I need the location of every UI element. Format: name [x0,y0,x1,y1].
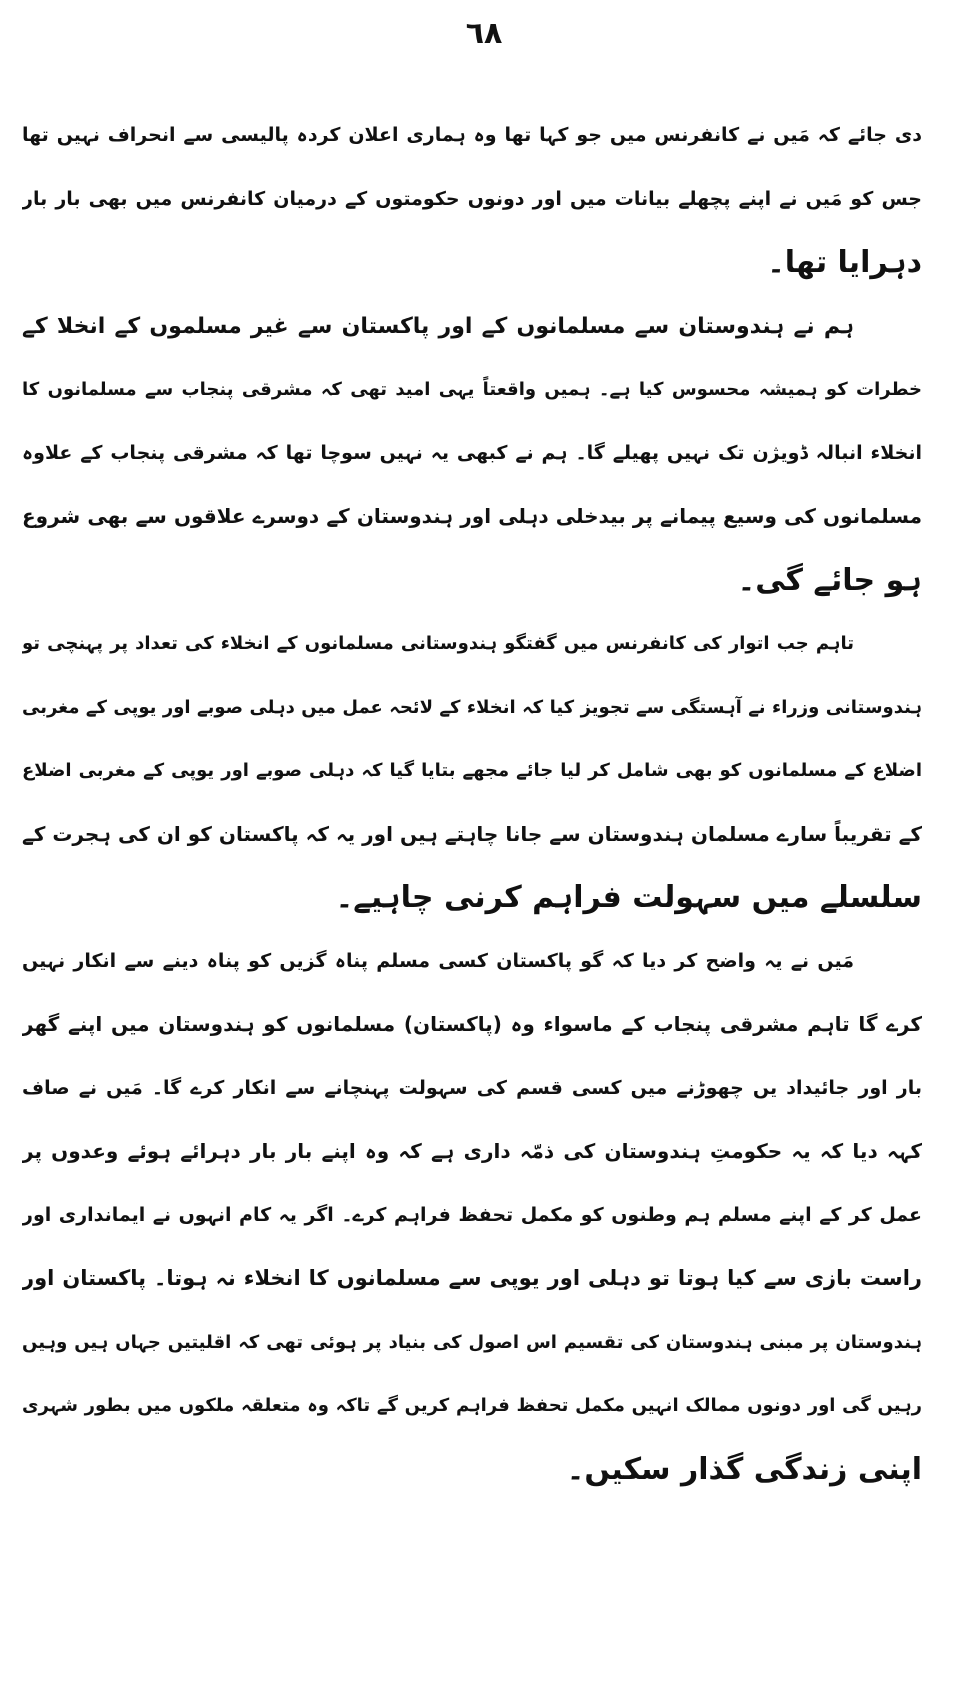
text-line: ہندوستانی وزراء نے آہستگی سے تجویز کیا کہ انخلاء کے لائحہ عمل میں دہلی صوبے اور یوپی کے مغربی [22,696,922,718]
text-line: کے تقریباً سارے مسلمان ہندوستان سے جانا چاہتے ہیں اور یہ کہ پاکستان کو ان کی ہجرت کے [22,821,922,846]
text-line: ہندوستان پر مبنی ہندوستان کی تقسیم اس اصول کی بنیاد پر ہوئی تھی کہ اقلیتیں جہاں ہیں وہیں [22,1331,922,1353]
paragraph-first-line: تاہم جب اتوار کی کانفرنس میں گفتگو ہندوستانی مسلمانوں کے انخلاء کی تعداد پر پہنچی تو [22,633,854,654]
text-line: مسلمانوں کی وسیع پیمانے پر بیدخلی دہلی اور ہندوستان کے دوسرے علاقوں سے بھی شروع [22,504,922,528]
paragraph-first-line: ہم نے ہندوستان سے مسلمانوں کے اور پاکستان سے غیر مسلموں کے انخلا کے [22,313,854,339]
text-line: خطرات کو ہمیشہ محسوس کیا ہے۔ ہمیں واقعتاً یہی امید تھی کہ مشرقی پنجاب سے مسلمانوں کا [22,379,922,400]
text-line: رہیں گی اور دونوں ممالک انہیں مکمل تحفظ فراہم کریں گے تاکہ وہ متعلقہ ملکوں میں بطور شہری [22,1395,922,1416]
body-text [22,104,922,1501]
text-line: کہہ دیا کہ یہ حکومتِ ہندوستان کی ذمّہ داری ہے کہ وہ اپنے بار بار دہرائے ہوئے وعدوں پر [22,1139,922,1163]
text-line: سلسلے میں سہولت فراہم کرنی چاہیے۔ [335,880,922,915]
text-line: ہو جائے گی۔ [737,562,922,598]
text-line: کرے گا تاہم مشرقی پنجاب کے ماسواء وہ (پاکستان) مسلمانوں کو ہندوستان میں اپنے گھر [22,1012,922,1036]
text-line: اپنی زندگی گذار سکیں۔ [566,1451,922,1487]
text-line: راست بازی سے کیا ہوتا تو دہلی اور یوپی سے مسلمانوں کا انخلاء نہ ہوتا۔ پاکستان اور [22,1266,922,1290]
text-line: انخلاء انبالہ ڈویژن تک نہیں پھیلے گا۔ ہم نے کبھی یہ نہیں سوچا تھا کہ مشرقی پنجاب کے علاوہ [22,441,922,464]
text-line: دہرایا تھا۔ [767,245,922,280]
text-line: دی جائے کہ مَیں نے کانفرنس میں جو کہا تھا وہ ہماری اعلان کردہ پالیسی سے انحراف نہیں تھا [22,124,922,146]
text-line: اضلاع کے مسلمانوں کو بھی شامل کر لیا جائے مجھے بتایا گیا کہ دہلی صوبے اور یوپی کے مغربی اضلاع [22,760,922,781]
paragraph-first-line: مَیں نے یہ واضح کر دیا کہ گو پاکستان کسی مسلم پناہ گزیں کو پناہ دینے سے انکار نہیں [22,949,854,972]
text-line: بار اور جائیداد یں چھوڑنے میں کسی قسم کی سہولت پہنچانے سے انکار کرے گا۔ مَیں نے صاف [22,1076,922,1099]
text-line: جس کو مَیں نے اپنے پچھلے بیانات میں اور دونوں حکومتوں کے درمیان کانفرنس میں بھی بار بار [22,187,922,210]
text-line: عمل کر کے اپنے مسلم ہم وطنوں کو مکمل تحفظ فراہم کرے۔ اگر یہ کام انہوں نے ایمانداری اور [22,1203,922,1226]
page-number: ٦٨ [465,16,503,51]
